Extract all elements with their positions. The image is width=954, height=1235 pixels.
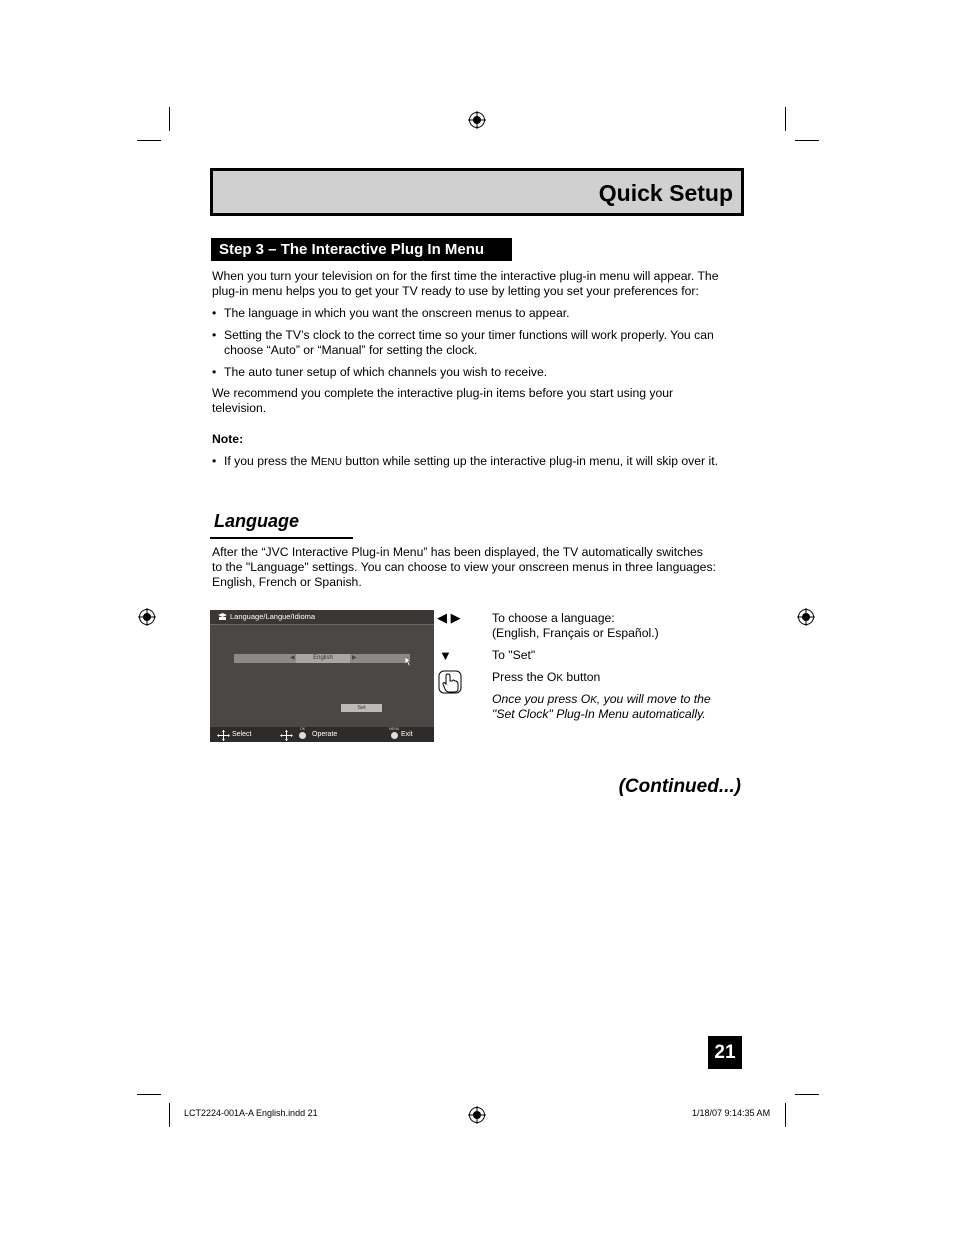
footer-timestamp: 1/18/07 9:14:35 AM — [692, 1108, 771, 1118]
step-heading — [211, 238, 512, 261]
list-item-text: The auto tuner setup of which channels you wish to receive. — [224, 365, 548, 379]
language-text: After the “JVC Interactive Plug-in Menu” has been displayed, the TV automatically switches — [212, 545, 703, 559]
list-item-text: choose “Auto” or “Manual” for setting the clock. — [224, 343, 478, 357]
instruction-text: To "Set" — [492, 648, 536, 662]
instruction-text: (English, Français or Español.) — [492, 626, 659, 640]
note-item: • If you press the MENU button while setting up the interactive plug-in menu, it will skip over it. — [212, 454, 718, 468]
language-value: English — [296, 654, 350, 663]
crop-mark — [785, 1103, 786, 1127]
note-text: button while setting up the interactive plug-in menu, it will skip over it. — [342, 454, 718, 468]
intro-paragraph: When you turn your television on for the first time the interactive plug-in menu will appear. The plug-in menu helps you to get your TV ready to use by letting you set your preferences for: — [212, 269, 719, 298]
footer-filename: LCT2224-001A-A English.indd 21 — [184, 1108, 318, 1118]
cursor-icon — [405, 657, 412, 666]
down-arrow-icon: ▼ — [439, 648, 452, 663]
select-label: Select — [232, 731, 252, 738]
instruction-text — [492, 670, 600, 686]
hand-press-icon — [438, 670, 462, 694]
instruction-note: "Set Clock" Plug-In Menu automatically. — [492, 707, 706, 721]
continued-label: (Continued...) — [618, 776, 741, 797]
crop-mark — [169, 107, 170, 131]
instruction-text-part: , you will move to the — [596, 692, 711, 706]
crop-mark — [137, 1094, 161, 1095]
left-right-arrows-icon: ◀ ▶ — [437, 610, 461, 625]
menu-small-label: MENU — [389, 727, 400, 731]
registration-mark-icon — [468, 111, 486, 129]
registration-mark-icon — [138, 608, 156, 626]
dpad-icon — [280, 730, 293, 741]
set-button: Set — [341, 704, 382, 712]
crop-mark — [795, 140, 819, 141]
menu-icon — [218, 613, 227, 620]
note-label: Note: — [212, 432, 244, 446]
tv-menu-titlebar — [210, 610, 434, 625]
recommend-line: television. — [212, 401, 267, 415]
instruction-text-part: Once you press O — [492, 692, 591, 706]
instruction-note — [492, 692, 711, 708]
language-heading: Language — [214, 511, 300, 531]
exit-label: Exit — [401, 731, 413, 738]
registration-mark-icon — [797, 608, 815, 626]
crop-mark — [795, 1094, 819, 1095]
registration-mark-icon — [468, 1106, 486, 1124]
operate-label: Operate — [312, 731, 338, 738]
instruction-text: To choose a language: — [492, 611, 615, 625]
instruction-text-part: K — [590, 695, 597, 706]
tv-menu-title: Language/Langue/Idioma — [230, 612, 316, 621]
dpad-icon — [217, 730, 230, 741]
page-title: Quick Setup — [598, 180, 733, 206]
page-number: 21 — [708, 1036, 742, 1069]
right-arrow-icon: ▶ — [352, 655, 357, 661]
crop-mark — [137, 140, 161, 141]
language-text: to the "Language" settings. You can choose to view your onscreen menus in three languages: — [212, 560, 716, 574]
tv-menu-footer — [210, 727, 434, 742]
instruction-text-part: K — [556, 673, 564, 684]
list-item-text: Setting the TV’s clock to the correct time so your timer functions will work properly. You can — [224, 328, 714, 342]
menu-button-icon — [391, 732, 398, 739]
instruction-text-part: button — [563, 670, 601, 684]
list-item: • The auto tuner setup of which channels you wish to receive. — [212, 365, 548, 379]
tv-screen-illustration — [210, 610, 434, 742]
ok-button-icon — [299, 732, 306, 739]
instruction-text-part: Press the O — [492, 670, 557, 684]
crop-mark — [785, 107, 786, 131]
crop-mark — [169, 1103, 170, 1127]
left-arrow-icon: ◀ — [290, 655, 295, 661]
heading-underline — [210, 537, 353, 539]
list-item: • Setting the TV’s clock to the correct time so your timer functions will work properly. You can choose “Auto” or “Manual” for setting the clock. — [212, 328, 714, 357]
list-item: • The language in which you want the onscreen menus to appear. — [212, 306, 570, 320]
note-text: If you press the M — [224, 454, 321, 468]
list-item-text: The language in which you want the onscreen menus to appear. — [224, 306, 570, 320]
note-text: ENU — [320, 457, 342, 468]
language-selector — [234, 654, 410, 663]
step-title: Step 3 – The Interactive Plug In Menu — [219, 241, 485, 258]
language-text: English, French or Spanish. — [212, 575, 362, 589]
ok-small-label: OK — [300, 727, 306, 731]
recommend-line: We recommend you complete the interactive plug-in items before you start using your — [212, 386, 674, 400]
page-header — [210, 168, 744, 216]
